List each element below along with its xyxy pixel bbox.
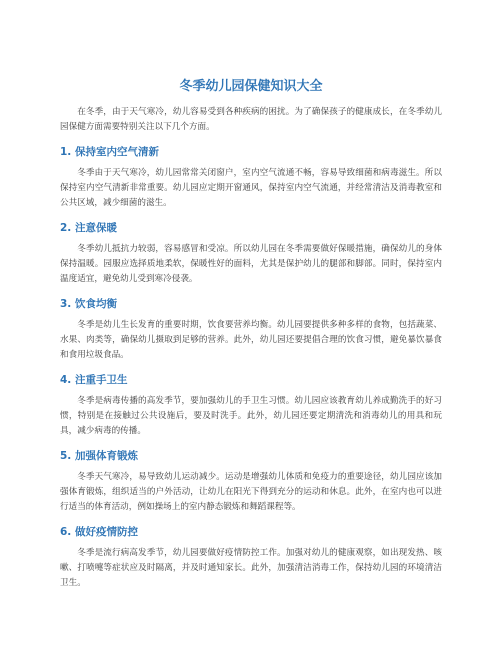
section-heading: 5. 加强体育锻炼: [60, 450, 138, 462]
document-title: 冬季幼儿园保健知识大全: [179, 79, 323, 94]
section-6: [60, 525, 442, 591]
section-body: 冬季幼儿抵抗力较弱，容易感冒和受凉。所以幼儿园在冬季需要做好保暖措施，确保幼儿的身体保持温暖。园服应选择质地柔软，保暖性好的面料，尤其是保护幼儿的腿部和脚部。同时，保持室内温度适宜，避免幼儿受到寒冷侵袭。: [60, 244, 442, 284]
section-5: [60, 449, 442, 515]
section-body: 冬季是病毒传播的高发季节，要加强幼儿的手卫生习惯。幼儿园应该教育幼儿养成勤洗手的好习惯，特别是在接触过公共设施后，要及时洗手。此外，幼儿园还要定期清洗和消毒幼儿的用具和玩具，减少病毒的传播。: [60, 396, 442, 436]
section-body: 冬季是流行病高发季节，幼儿园要做好疫情防控工作。加强对幼儿的健康观察，如出现发热、咳嗽、打喷嚏等症状应及时隔离，并及时通知家长。此外，加强清洁消毒工作，保持幼儿园的环境清洁卫生。: [60, 548, 442, 588]
section-heading: 3. 饮食均衡: [60, 298, 117, 310]
section-heading: 2. 注意保暖: [60, 222, 117, 234]
section-body: 冬季天气寒冷，易导致幼儿运动减少。运动是增强幼儿体质和免疫力的重要途径，幼儿园应该加强体育锻炼，组织适当的户外活动，让幼儿在阳光下得到充分的运动和休息。此外，在室内也可以进行适当的体育活动，例如操场上的室内静态锻炼和舞蹈课程等。: [60, 472, 442, 512]
section-3: [60, 297, 442, 363]
section-1: [60, 145, 442, 211]
intro-paragraph: 在冬季，由于天气寒冷，幼儿容易受到各种疾病的困扰。为了确保孩子的健康成长，在冬季幼儿园保健方面需要特别关注以下几个方面。: [60, 107, 442, 132]
section-2: [60, 221, 442, 287]
section-heading: 1. 保持室内空气清新: [60, 146, 159, 158]
section-body: 冬季是幼儿生长发育的重要时期，饮食要营养均衡。幼儿园要提供多种多样的食物，包括蔬菜、水果、肉类等，确保幼儿摄取到足够的营养。此外，幼儿园还要提倡合理的饮食习惯，避免暴饮暴食和食用垃圾食品。: [60, 320, 442, 360]
section-body: 冬季由于天气寒冷，幼儿园常常关闭窗户，室内空气流通不畅，容易导致细菌和病毒滋生。所以保持室内空气清新非常重要。幼儿园应定期开窗通风，保持室内空气流通，并经常清洁及消毒教室和公共区域，减少细菌的滋生。: [60, 168, 442, 208]
section-4: [60, 373, 442, 439]
section-heading: 6. 做好疫情防控: [60, 526, 138, 538]
section-heading: 4. 注重手卫生: [60, 374, 128, 386]
